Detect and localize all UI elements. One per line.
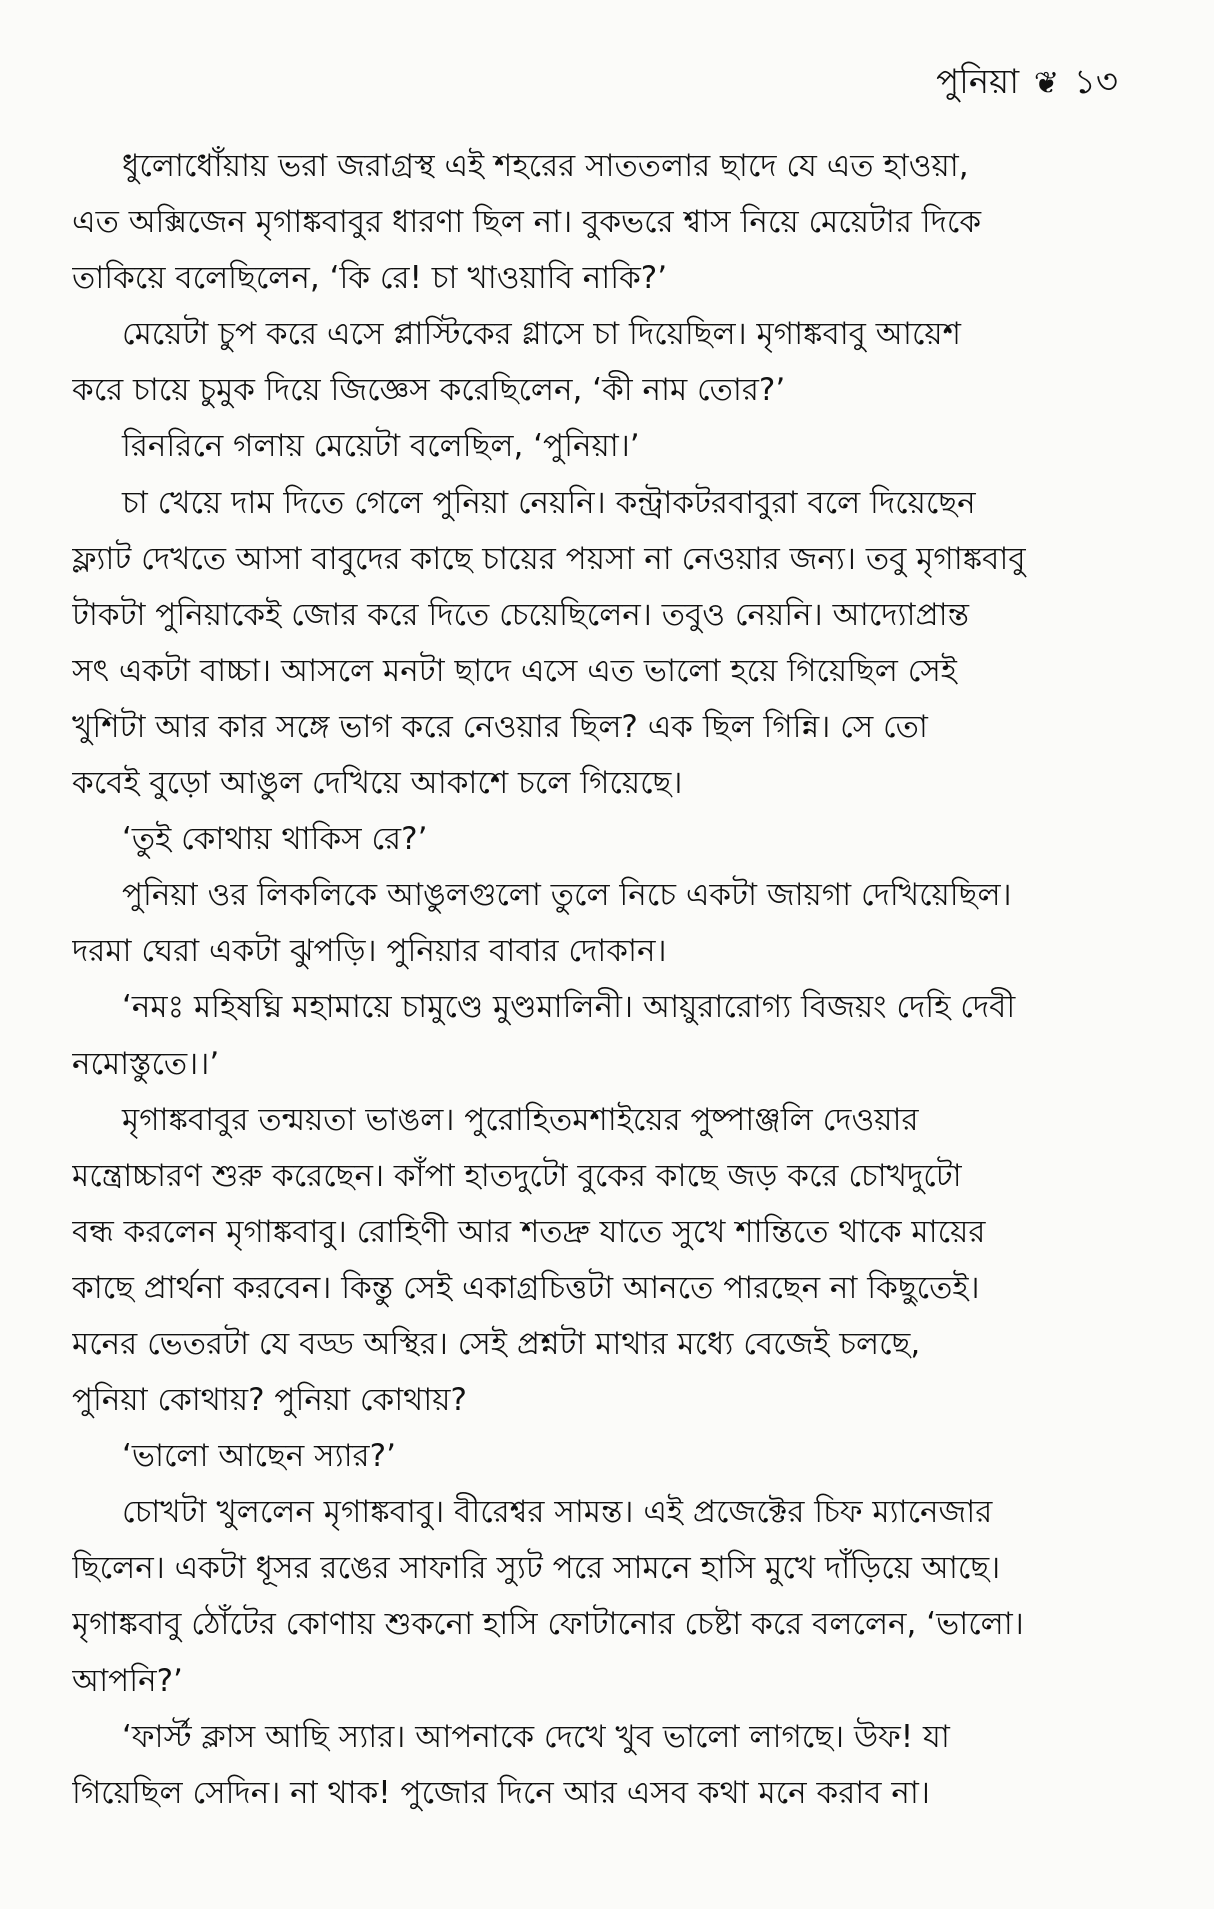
text-line: দরমা ঘেরা একটা ঝুপড়ি। পুনিয়ার বাবার দোকান। — [72, 933, 667, 970]
text-line: কবেই বুড়ো আঙুল দেখিয়ে আকাশে চলে গিয়েছে। — [72, 765, 683, 802]
text-line: ‘তুই কোথায় থাকিস রে?’ — [122, 821, 428, 858]
text-line: কাছে প্রার্থনা করবেন। কিন্তু সেই একাগ্রচিত্তটা আনতে পারছেন না কিছুতেই। — [72, 1269, 980, 1306]
text-line: চা খেয়ে দাম দিতে গেলে পুনিয়া নেয়নি। কন্ট্রাকটরবাবুরা বলে দিয়েছেন — [122, 484, 976, 521]
text-line: খুশিটা আর কার সঙ্গে ভাগ করে নেওয়ার ছিল? এক ছিল গিন্নি। সে তো — [72, 708, 928, 745]
text-line: ফ্ল্যাট দেখতে আসা বাবুদের কাছে চায়ের পয়সা না নেওয়ার জন্য। তবু মৃগাঙ্কবাবু — [72, 540, 1026, 577]
text-line: গিয়েছিল সেদিন। না থাক! পুজোর দিনে আর এসব কথা মনে করাব না। — [72, 1774, 930, 1811]
text-line: সৎ একটা বাচ্চা। আসলে মনটা ছাদে এসে এত ভালো হয়ে গিয়েছিল সেই — [72, 652, 957, 689]
text-line: ধুলোধোঁয়ায় ভরা জরাগ্রস্থ এই শহরের সাততলার ছাদে যে এত হাওয়া, — [122, 148, 969, 184]
body-text — [72, 138, 1130, 1821]
running-title: পুনিয়া — [936, 62, 1020, 102]
text-line: বন্ধ করলেন মৃগাঙ্কবাবু। রোহিণী আর শতদ্রু যাতে সুখে শান্তিতে থাকে মায়ের — [72, 1213, 986, 1250]
text-line: পুনিয়া ওর লিকলিকে আঙুলগুলো তুলে নিচে একটা জায়গা দেখিয়েছিল। — [122, 877, 1012, 914]
text-line: আপনি?’ — [72, 1662, 183, 1699]
text-line: মন্ত্রোচ্চারণ শুরু করেছেন। কাঁপা হাতদুটো বুকের কাছে জড় করে চোখদুটো — [72, 1157, 962, 1194]
text-line: মেয়েটা চুপ করে এসে প্লাস্টিকের গ্লাসে চা দিয়েছিল। মৃগাঙ্কবাবু আয়েশ — [122, 316, 962, 353]
text-line: মৃগাঙ্কবাবুর তন্ময়তা ভাঙল। পুরোহিতমশাইয়ের পুষ্পাঞ্জলি দেওয়ার — [122, 1101, 919, 1138]
text-line: রিনরিনে গলায় মেয়েটা বলেছিল, ‘পুনিয়া।’ — [122, 428, 640, 465]
text-line: ‘ভালো আছেন স্যার?’ — [122, 1438, 396, 1475]
text-line: মনের ভেতরটা যে বড্ড অস্থির। সেই প্রশ্নটা মাথার মধ্যে বেজেই চলছে, — [72, 1325, 921, 1362]
text-line: ‘ফার্স্ট ক্লাস আছি স্যার। আপনাকে দেখে খুব ভালো লাগছে। উফ! যা — [122, 1718, 950, 1755]
text-line: করে চায়ে চুমুক দিয়ে জিজ্ঞেস করেছিলেন, ‘কী নাম তোর?’ — [72, 372, 786, 409]
ornament-icon: ❦ — [1033, 66, 1060, 101]
text-line: ছিলেন। একটা ধূসর রঙের সাফারি স্যুট পরে সামনে হাসি মুখে দাঁড়িয়ে আছে। — [72, 1550, 1001, 1587]
text-line: চোখটা খুললেন মৃগাঙ্কবাবু। বীরেশ্বর সামন্ত। এই প্রজেক্টের চিফ ম্যানেজার — [122, 1494, 993, 1531]
text-line: তাকিয়ে বলেছিলেন, ‘কি রে! চা খাওয়াবি নাকি?’ — [72, 260, 668, 297]
text-line: টাকটা পুনিয়াকেই জোর করে দিতে চেয়েছিলেন। তবুও নেয়নি। আদ্যোপ্রান্ত — [72, 596, 969, 633]
text-line: ‘নমঃ মহিষঘ্নি মহামায়ে চামুণ্ডে মুণ্ডমালিনী। আয়ুরারোগ্য বিজয়ং দেহি দেবী — [122, 989, 1016, 1026]
page-number: ১৩ — [1073, 62, 1118, 102]
text-line: মৃগাঙ্কবাবু ঠোঁটের কোণায় শুকনো হাসি ফোটানোর চেষ্টা করে বললেন, ‘ভালো। — [72, 1606, 1024, 1643]
text-line: পুনিয়া কোথায়? পুনিয়া কোথায়? — [72, 1382, 467, 1419]
running-header — [936, 62, 1118, 104]
text-line: এত অক্সিজেন মৃগাঙ্কবাবুর ধারণা ছিল না। বুকভরে শ্বাস নিয়ে মেয়েটার দিকে — [72, 204, 982, 241]
text-line: নমোস্তুতে।।’ — [72, 1045, 220, 1082]
